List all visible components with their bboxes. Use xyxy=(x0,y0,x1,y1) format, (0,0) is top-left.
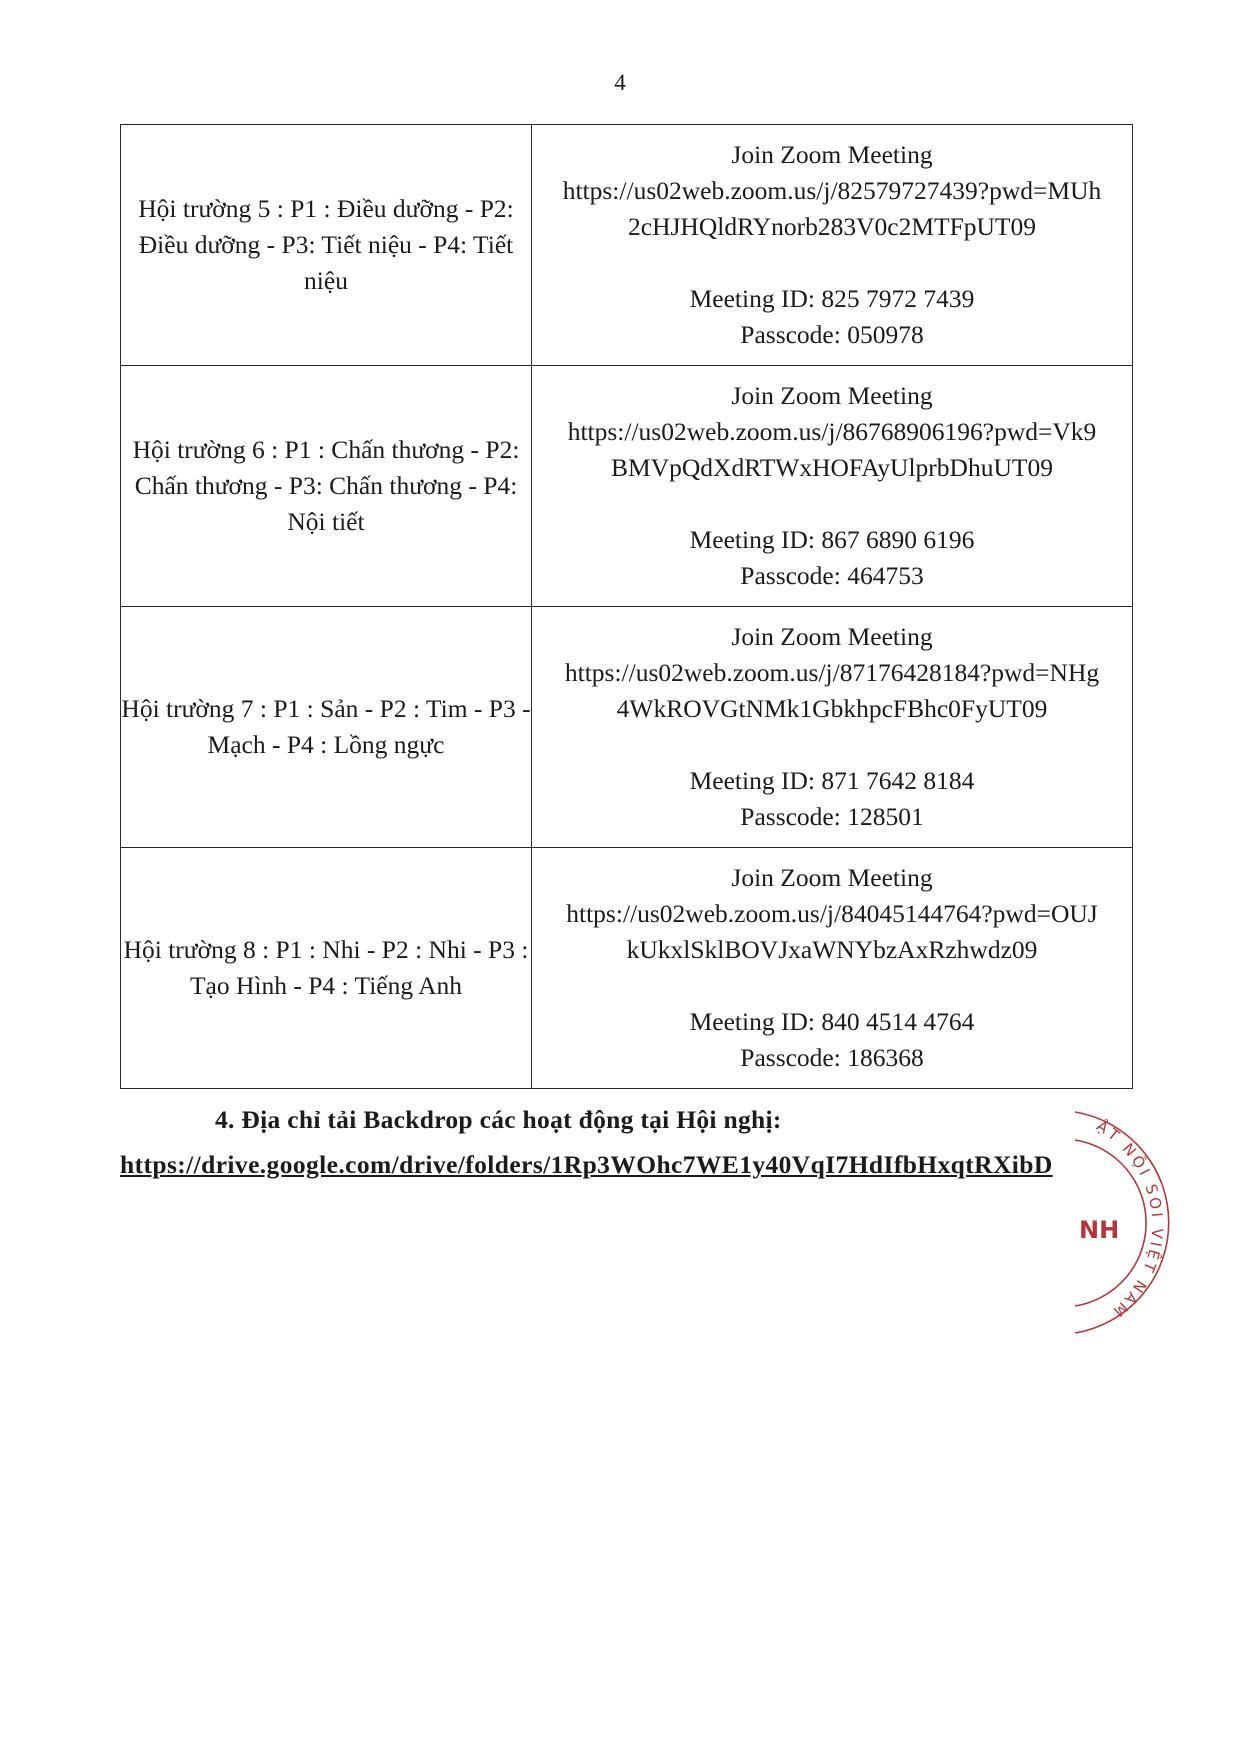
page-number: 4 xyxy=(614,70,626,95)
zoom-cell xyxy=(532,607,1133,848)
table-row xyxy=(121,848,1133,1089)
table-row xyxy=(121,607,1133,848)
zoom-url-line[interactable]: https://us02web.zoom.us/j/84045144764?pwd=OUJ xyxy=(566,899,1098,928)
hall-cell xyxy=(121,848,532,1089)
zoom-cell xyxy=(532,366,1133,607)
zoom-url-line[interactable]: 2cHJHQldRYnorb283V0c2MTFpUT09 xyxy=(628,212,1036,241)
zoom-schedule-table xyxy=(120,124,1133,1089)
zoom-url-line[interactable]: kUkxlSklBOVJxaWNYbzAxRzhwdz09 xyxy=(626,935,1038,964)
passcode: Passcode: 128501 xyxy=(740,802,924,831)
join-zoom-label: Join Zoom Meeting xyxy=(731,622,933,651)
zoom-url-line[interactable]: BMVpQdXdRTWxHOFAyUlprbDhuUT09 xyxy=(611,453,1053,482)
meeting-id: Meeting ID: 840 4514 4764 xyxy=(689,1007,975,1036)
zoom-cell xyxy=(532,125,1133,366)
zoom-url-line[interactable]: https://us02web.zoom.us/j/82579727439?pwd=MUh xyxy=(562,176,1102,205)
backdrop-drive-link[interactable]: https://drive.google.com/drive/folders/1Rp3WOhc7WE1y40VqI7HdIfbHxqtRXibD xyxy=(120,1150,1053,1179)
hall-cell xyxy=(121,607,532,848)
seal-ring-text: ẬT NỘI SOI VIỆT NAM xyxy=(1093,1116,1167,1323)
zoom-url-line[interactable]: https://us02web.zoom.us/j/86768906196?pwd=Vk9 xyxy=(567,417,1097,446)
hall-cell xyxy=(121,366,532,607)
passcode: Passcode: 050978 xyxy=(740,320,924,349)
table-row xyxy=(121,366,1133,607)
passcode: Passcode: 464753 xyxy=(740,561,924,590)
hall-cell xyxy=(121,125,532,366)
zoom-url-line[interactable]: https://us02web.zoom.us/j/87176428184?pwd=NHg xyxy=(564,658,1100,687)
join-zoom-label: Join Zoom Meeting xyxy=(731,381,933,410)
join-zoom-label: Join Zoom Meeting xyxy=(731,140,933,169)
seal-center-text: NH xyxy=(1079,1216,1120,1244)
hall-name: Hội trường 5 : P1 : Điều dưỡng - P2: Điều dưỡng - P3: Tiết niệu - P4: Tiết niệu xyxy=(138,194,514,295)
hall-name: Hội trường 8 : P1 : Nhi - P2 : Nhi - P3 : Tạo Hình - P4 : Tiếng Anh xyxy=(123,935,529,1000)
hall-name: Hội trường 7 : P1 : Sản - P2 : Tim - P3 - Mạch - P4 : Lồng ngực xyxy=(121,694,531,759)
meeting-id: Meeting ID: 825 7972 7439 xyxy=(689,284,975,313)
zoom-cell xyxy=(532,848,1133,1089)
join-zoom-label: Join Zoom Meeting xyxy=(731,863,933,892)
zoom-url-line[interactable]: 4WkROVGtNMk1GbkhpcFBhc0FyUT09 xyxy=(616,694,1048,723)
table-row xyxy=(121,125,1133,366)
official-seal-stamp xyxy=(1075,1110,1185,1335)
backdrop-heading: 4. Địa chỉ tải Backdrop các hoạt động tại Hội nghị: xyxy=(215,1105,782,1134)
hall-name: Hội trường 6 : P1 : Chấn thương - P2: Chấn thương - P3: Chấn thương - P4: Nội tiết xyxy=(132,435,520,536)
meeting-id: Meeting ID: 871 7642 8184 xyxy=(689,766,975,795)
passcode: Passcode: 186368 xyxy=(740,1043,924,1072)
meeting-id: Meeting ID: 867 6890 6196 xyxy=(689,525,975,554)
